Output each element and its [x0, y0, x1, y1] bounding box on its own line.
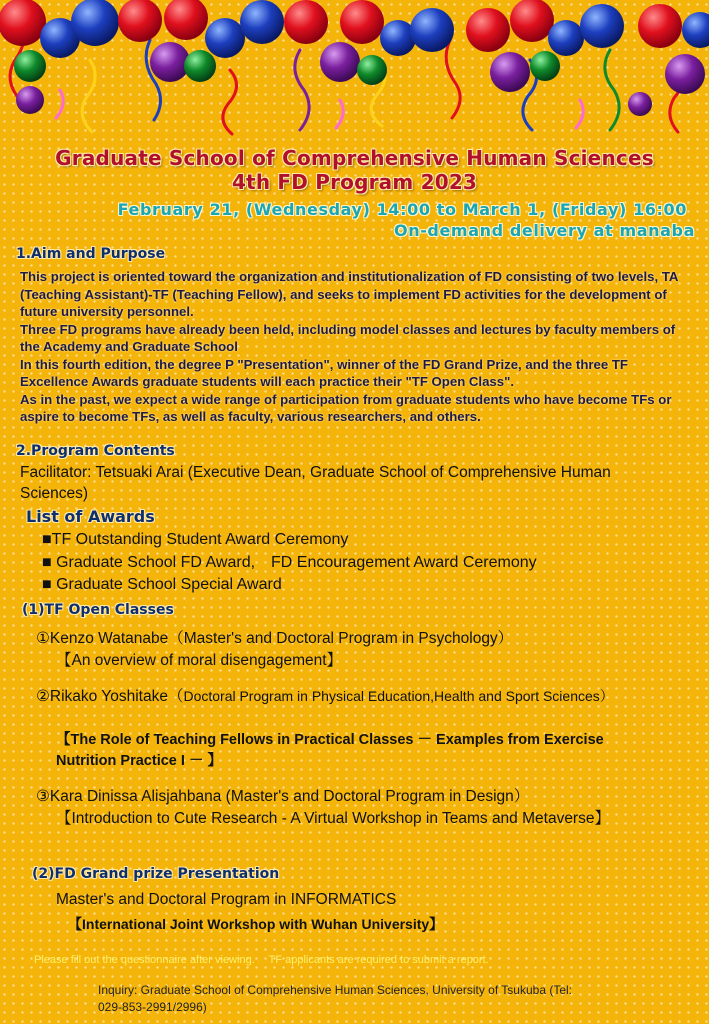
presenter-program: Doctoral Program in Physical Education,Health and Sport Sciences）	[183, 688, 614, 704]
award-item: ■TF Outstanding Student Award Ceremony	[42, 531, 349, 548]
open-classes-heading: (1)TF Open Classes	[22, 602, 174, 618]
presenter	[36, 686, 666, 707]
presenter: ①Kenzo Watanabe（Master's and Doctoral Program in Psychology）	[36, 630, 514, 647]
grand-prize-title: 【International Joint Workshop with Wuhan University】	[68, 916, 444, 932]
talk-title: 【Introduction to Cute Research - A Virtual Workshop in Teams and Metaverse】	[56, 810, 610, 827]
aim-paragraph: This project is oriented toward the organization and institutionalization of FD consisting of two levels, TA (Teaching Assistant)-TF (Teaching Fellow), and seeks to implement FD activities for the development of future university personnel.	[20, 269, 678, 319]
aim-text	[20, 268, 688, 426]
inquiry-contact: Inquiry: Graduate School of Comprehensive Human Sciences, University of Tsukuba (Tel: 029-853-2991/2996)	[98, 983, 573, 1014]
aim-paragraph: Three FD programs have already been held, including model classes and lectures by faculty members of the Academy and Graduate School	[20, 321, 676, 354]
questionnaire-note: Please fill out the questionnaire after viewing. TF applicants are required to submit a report.	[34, 954, 489, 966]
event-dates: February 21, (Wednesday) 14:00 to March 1, (Friday) 16:00	[117, 200, 687, 219]
aim-heading: 1.Aim and Purpose	[16, 246, 166, 262]
page-subtitle: 4th FD Program 2023	[231, 170, 478, 194]
presenter-name: ②Rikako Yoshitake（	[36, 688, 184, 705]
grand-prize-program: Master's and Doctoral Program in INFORMATICS	[56, 891, 397, 908]
balloon-decoration	[0, 0, 709, 140]
presenter: ③Kara Dinissa Alisjahbana (Master's and Doctoral Program in Design）	[36, 788, 530, 805]
aim-paragraph: In this fourth edition, the degree P "Presentation", winner of the FD Grand Prize, and the three TF Excellence Awards graduate students will each practice their "TF Open Class".	[20, 356, 628, 389]
delivery-method: On-demand delivery at manaba	[394, 221, 695, 240]
talk-title: 【The Role of Teaching Fellows in Practical Classes － Examples from Exercise Nutrition Practice I － 】	[56, 732, 604, 769]
page-title: Graduate School of Comprehensive Human Sciences	[55, 146, 654, 170]
grand-prize-heading: (2)FD Grand prize Presentation	[32, 866, 280, 882]
program-heading: 2.Program Contents	[16, 443, 175, 459]
awards-heading: List of Awards	[26, 507, 155, 526]
facilitator: Facilitator: Tetsuaki Arai (Executive Dean, Graduate School of Comprehensive Human Sciences)	[20, 464, 611, 502]
award-item: ■ Graduate School Special Award	[42, 576, 282, 593]
aim-paragraph: As in the past, we expect a wide range of participation from graduate students who have become TFs or aspire to become TFs, as well as faculty, various researchers, and others.	[20, 391, 672, 424]
talk-title: 【An overview of moral disengagement】	[56, 652, 343, 669]
award-item: ■ Graduate School FD Award, FD Encouragement Award Ceremony	[42, 554, 537, 571]
